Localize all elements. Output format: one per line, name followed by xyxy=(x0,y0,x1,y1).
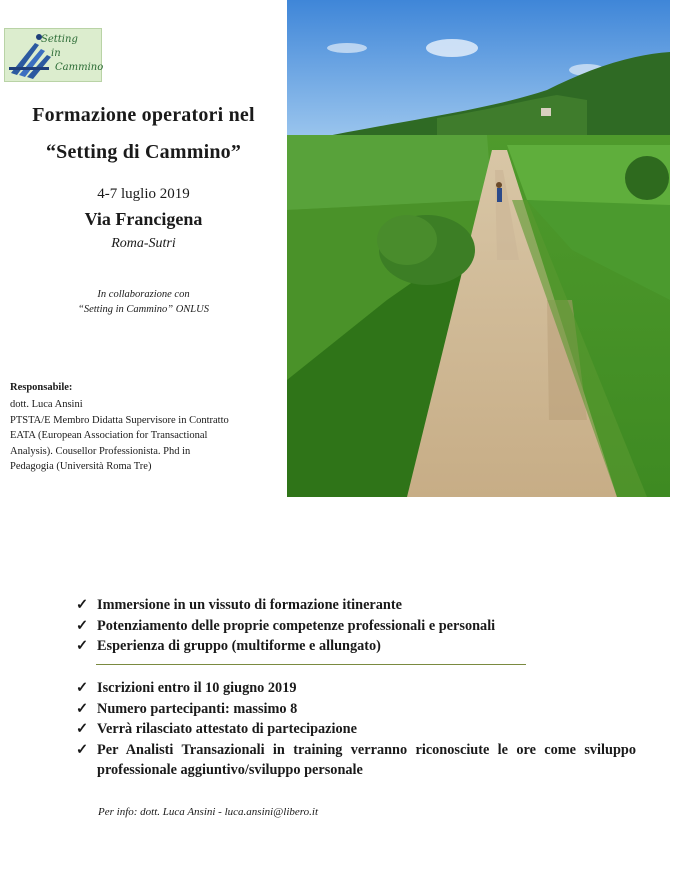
responsible-line: EATA (European Association for Transactional xyxy=(10,430,208,441)
checkmark-icon: ✓ xyxy=(76,721,88,737)
responsible-line: Pedagogia (Università Roma Tre) xyxy=(10,461,152,472)
logo-text-in: in xyxy=(51,48,61,59)
checkmark-icon: ✓ xyxy=(76,617,88,634)
event-place: Via Francigena xyxy=(84,209,203,229)
collaboration-line-1: In collaborazione con xyxy=(97,289,190,300)
responsible-label: Responsabile: xyxy=(10,382,73,393)
list-item xyxy=(76,616,636,637)
list-item-text: Numero partecipanti: massimo 8 xyxy=(97,700,298,717)
details-list xyxy=(76,678,636,781)
event-date: 4-7 luglio 2019 xyxy=(97,186,190,202)
divider xyxy=(96,664,526,665)
list-item-text: Potenziamento delle proprie competenze professionali e personali xyxy=(97,617,496,634)
checkmark-icon: ✓ xyxy=(76,741,88,758)
header-panel xyxy=(0,0,287,497)
responsible-line: dott. Luca Ansini xyxy=(10,399,83,410)
checkmark-icon: ✓ xyxy=(76,638,88,654)
responsible-details xyxy=(10,397,280,475)
event-route: Roma-Sutri xyxy=(111,236,176,251)
list-item xyxy=(76,740,636,781)
checkmark-icon: ✓ xyxy=(76,680,88,696)
list-item-text: Immersione in un vissuto di formazione itinerante xyxy=(97,597,402,613)
benefits-list xyxy=(76,595,636,657)
list-item xyxy=(76,699,636,720)
contact-info: Per info: dott. Luca Ansini - luca.ansini@libero.it xyxy=(98,806,319,818)
list-item-text: Verrà rilasciato attestato di partecipazione xyxy=(97,721,357,737)
setting-in-cammino-logo xyxy=(4,28,102,82)
list-item xyxy=(76,719,636,740)
logo-text-cammino: Cammino xyxy=(55,62,104,73)
responsible-line: PTSTA/E Membro Didatta Supervisore in Contratto xyxy=(10,414,229,426)
logo-text-setting: Setting xyxy=(41,34,78,45)
collaboration-line-2: “Setting in Cammino” ONLUS xyxy=(78,304,209,315)
title-line-1: Formazione operatori nel xyxy=(32,104,255,126)
list-item xyxy=(76,678,636,699)
list-item-text: Iscrizioni entro il 10 giugno 2019 xyxy=(97,680,297,696)
list-item xyxy=(76,636,636,657)
list-item-text: Per Analisti Transazionali in training verranno riconosciute le ore come sviluppo professionale aggiuntivo/sviluppo personale xyxy=(97,741,636,778)
list-item xyxy=(76,595,636,616)
checkmark-icon: ✓ xyxy=(76,700,88,717)
title-line-2: “Setting di Cammino” xyxy=(45,141,242,163)
checkmark-icon: ✓ xyxy=(76,597,88,613)
list-item-text: Esperienza di gruppo (multiforme e allungato) xyxy=(97,638,381,654)
country-path-photo xyxy=(287,0,670,497)
responsible-line: Analysis). Cousellor Professionista. Phd in xyxy=(10,445,191,457)
